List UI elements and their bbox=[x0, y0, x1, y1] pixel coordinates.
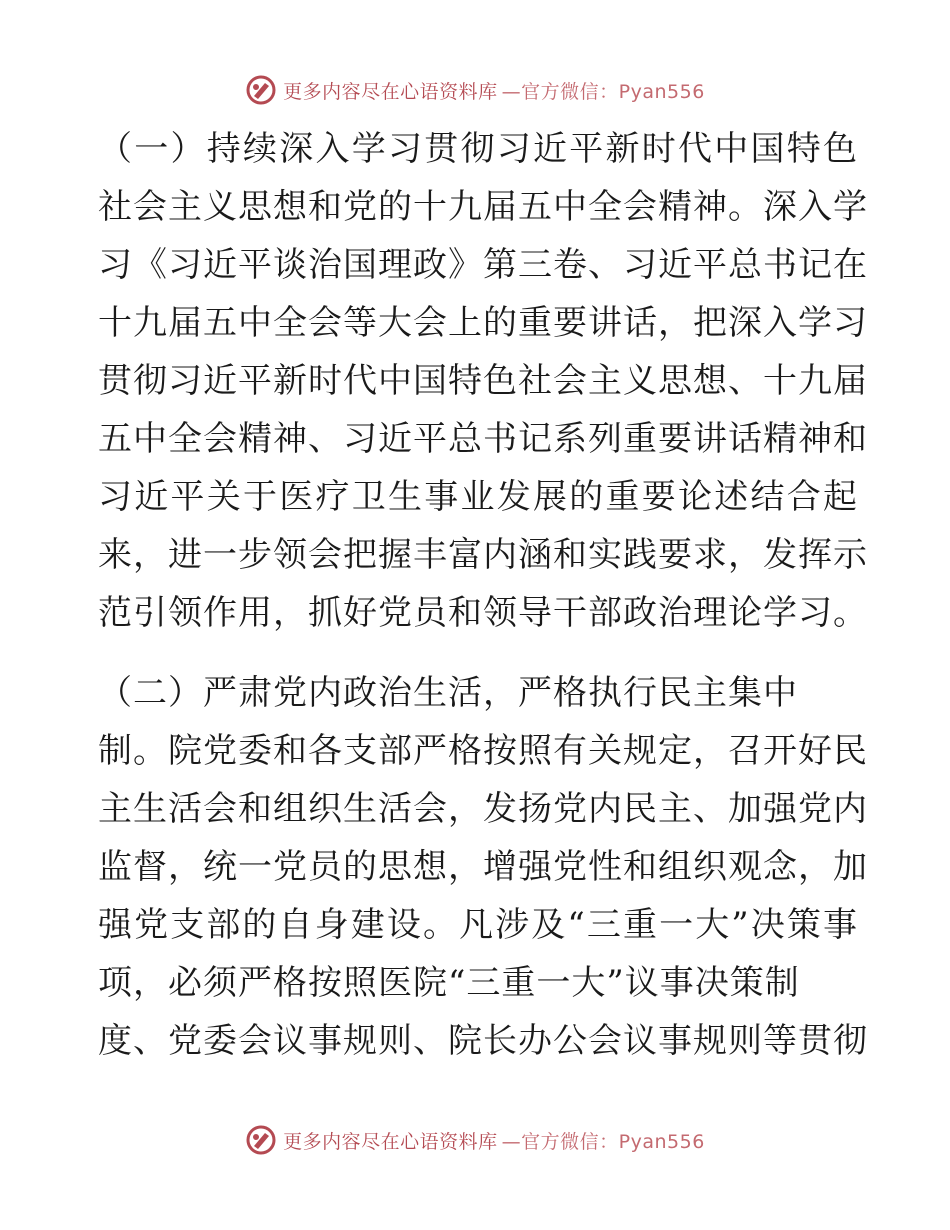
text-line: （一）持续深入学习贯彻习近平新时代中国特色 bbox=[98, 129, 858, 169]
text-line: 强党支部的自身建设。凡涉及“三重一大”决策事 bbox=[98, 905, 858, 945]
text-line: 十九届五中全会等大会上的重要讲话，把深入学习 bbox=[98, 303, 868, 343]
watermark-header bbox=[0, 70, 950, 110]
document-body bbox=[98, 120, 868, 1070]
watermark-text: 更多内容尽在心语资料库 bbox=[283, 80, 498, 103]
logo-icon bbox=[245, 74, 277, 106]
text-line: 范引领作用，抓好党员和领导干部政治理论学习。 bbox=[98, 593, 868, 633]
text-line: 贯彻习近平新时代中国特色社会主义思想、十九届 bbox=[98, 361, 868, 401]
logo-icon bbox=[245, 1124, 277, 1156]
text-line: 五中全会精神、习近平总书记系列重要讲话精神和 bbox=[98, 419, 868, 459]
watermark-contact: —官方微信：Pyan556 bbox=[501, 80, 705, 103]
text-line: （二）严肃党内政治生活，严格执行民主集中 bbox=[98, 673, 798, 713]
text-line: 度、党委会议事规则、院长办公会议事规则等贯彻 bbox=[98, 1021, 868, 1061]
paragraph-spacer bbox=[98, 642, 858, 664]
watermark-text: 更多内容尽在心语资料库 bbox=[283, 1130, 498, 1153]
text-line: 来，进一步领会把握丰富内涵和实践要求，发挥示 bbox=[98, 535, 868, 575]
text-line: 社会主义思想和党的十九届五中全会精神。深入学 bbox=[98, 187, 868, 227]
text-line: 习近平关于医疗卫生事业发展的重要论述结合起 bbox=[98, 477, 858, 517]
text-line: 主生活会和组织生活会，发扬党内民主、加强党内 bbox=[98, 789, 868, 829]
paragraph-1 bbox=[98, 120, 868, 642]
watermark-contact: —官方微信：Pyan556 bbox=[501, 1130, 705, 1153]
text-line: 制。院党委和各支部严格按照有关规定，召开好民 bbox=[98, 731, 868, 771]
text-line: 监督，统一党员的思想，增强党性和组织观念，加 bbox=[98, 847, 868, 887]
text-line: 项，必须严格按照医院“三重一大”议事决策制 bbox=[98, 963, 800, 1003]
watermark-footer bbox=[0, 1120, 950, 1160]
paragraph-2 bbox=[98, 664, 868, 1070]
text-line: 习《习近平谈治国理政》第三卷、习近平总书记在 bbox=[98, 245, 868, 285]
